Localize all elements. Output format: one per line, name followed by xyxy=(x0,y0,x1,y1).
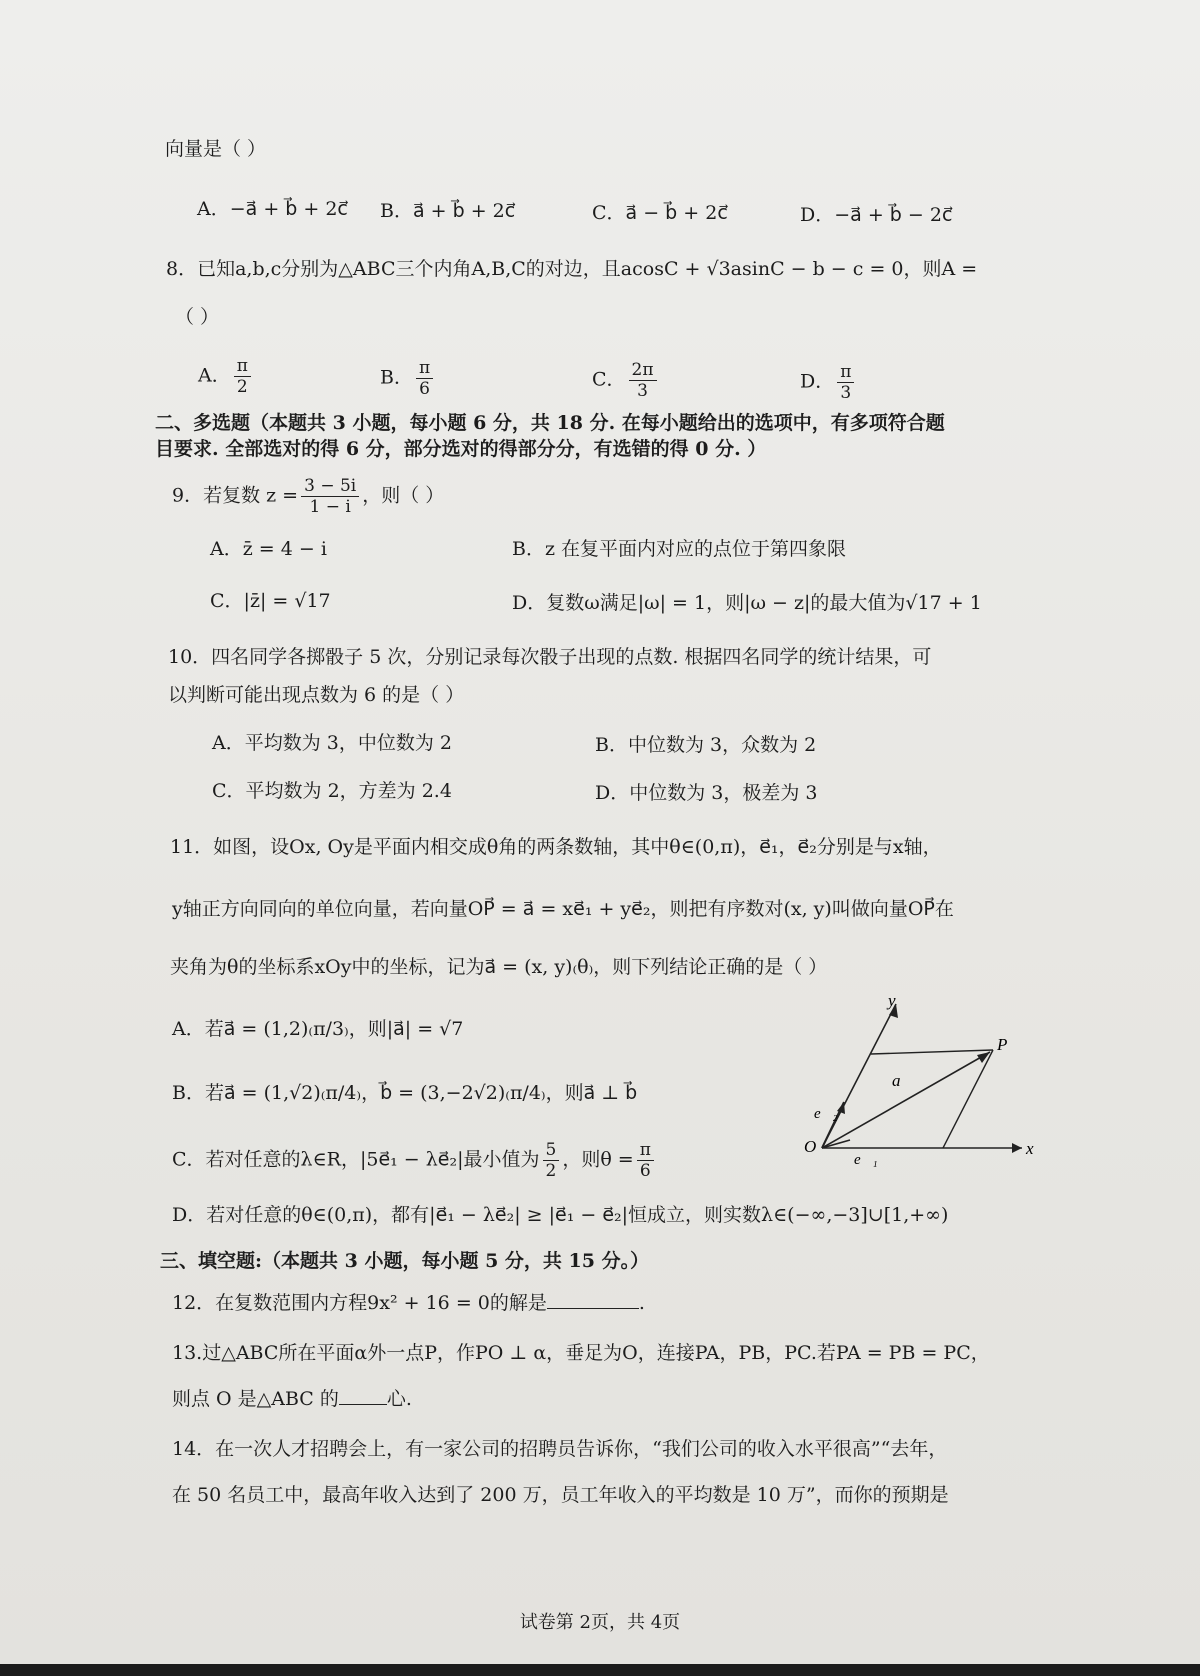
q9-option-b: B．z 在复平面内对应的点位于第四象限 xyxy=(512,538,847,560)
q12-answer-blank[interactable] xyxy=(547,1288,639,1309)
q10-option-c: C．平均数为 2，方差为 2.4 xyxy=(212,780,452,802)
q7-option-b: B．a⃗ + b⃗ + 2c⃗ xyxy=(380,200,516,222)
parallelogram-top xyxy=(871,1050,993,1054)
q8-stem: 8．已知a,b,c分别为△ABC三个内角A,B,C的对边，且acosC + √3asinC − b − c = 0，则A = xyxy=(166,258,978,280)
q10-stem-line2: 以判断可能出现点数为 6 的是（ ） xyxy=(168,684,465,706)
q8-option-b: B． $\frac{\pi}{6}$ xyxy=(380,358,436,399)
q8-option-c: C． $\frac{2\pi}{3}$ xyxy=(592,360,660,401)
q10-option-a: A．平均数为 3，中位数为 2 xyxy=(212,732,452,754)
q10-option-d: D．中位数为 3，极差为 3 xyxy=(595,782,818,804)
q11-option-c: C．若对任意的λ∈R，|5e⃗₁ − λe⃗₂|最小值为 $\frac{5}{2}$ ，则θ = $\frac{\pi}{6}$ xyxy=(172,1140,657,1181)
q13-stem-line2: 则点 O 是△ABC 的 心. xyxy=(172,1384,412,1412)
figure-label-origin: O xyxy=(804,1137,817,1156)
figure-label-y: y xyxy=(888,994,896,1010)
q13-answer-blank[interactable] xyxy=(339,1384,387,1405)
q11-stem-line3: 夹角为θ的坐标系xOy中的坐标，记为a⃗ = (x, y)₍θ₎，则下列结论正确的是（ ） xyxy=(170,956,828,978)
section3-heading: 三、填空题:（本题共 3 小题，每小题 5 分，共 15 分。） xyxy=(160,1250,650,1272)
q11-stem-line2: y轴正方向同向的单位向量，若向量OP⃗ = a⃗ = xe⃗₁ + ye⃗₂，则把有序数对(x, y)叫做向量OP⃗在 xyxy=(172,898,954,920)
q7-option-c: C．a⃗ − b⃗ + 2c⃗ xyxy=(592,202,728,224)
q11-option-a: A．若a⃗ = (1,2)₍π/3₎，则|a⃗| = √7 xyxy=(172,1018,464,1040)
q8-option-a: A． $\frac{\pi}{2}$ xyxy=(198,356,254,397)
x-axis-arrow xyxy=(1012,1143,1022,1153)
q11-stem-line1: 11．如图，设Ox, Oy是平面内相交成θ角的两条数轴，其中θ∈(0,π)，e⃗₁，e⃗₂分别是与x轴， xyxy=(170,836,942,858)
figure-label-p: P xyxy=(997,1035,1008,1054)
q11-option-d: D．若对任意的θ∈(0,π)，都有|e⃗₁ − λe⃗₂| ≥ |e⃗₁ − e⃗₂|恒成立，则实数λ∈(−∞,−3]∪[1,+∞) xyxy=(172,1204,949,1226)
q8-option-d: D． $\frac{\pi}{3}$ xyxy=(800,362,857,403)
q9-option-a: A．z̄ = 4 − i xyxy=(210,538,327,560)
q11-option-b: B．若a⃗ = (1,√2)₍π/4₎，b⃗ = (3,−2√2)₍π/4₎，则a⃗ ⊥ b⃗ xyxy=(172,1082,638,1104)
q9-option-c: C．|z̄| = √17 xyxy=(210,590,331,612)
oblique-coordinate-figure xyxy=(800,994,1040,1172)
q14-stem-line1: 14．在一次人才招聘会上，有一家公司的招聘员告诉你，“我们公司的收入水平很高”“去年， xyxy=(172,1438,948,1460)
q10-option-b: B．中位数为 3，众数为 2 xyxy=(595,734,817,756)
section2-heading-line1: 二、多选题（本题共 3 小题，每小题 6 分，共 18 分. 在每小题给出的选项中，有多项符合题 xyxy=(155,412,945,434)
q9-stem: 9．若复数 z = $\frac{3 - 5i}{1 - i}$ ，则（ ） xyxy=(172,476,445,517)
figure-label-x: x xyxy=(1026,1139,1034,1158)
q14-stem-line2: 在 50 名员工中，最高年收入达到了 200 万，员工年收入的平均数是 10 万”，而你的预期是 xyxy=(172,1484,949,1506)
section2-heading-line2: 目要求. 全部选对的得 6 分，部分选对的得部分分，有选错的得 0 分. ） xyxy=(155,438,767,460)
figure-label-e1: e⃗₁ xyxy=(854,1152,878,1168)
q8-paren: （ ） xyxy=(175,306,220,328)
figure-label-a: a⃗ xyxy=(892,1071,914,1090)
q9-option-d: D．复数ω满足|ω| = 1，则|ω − z|的最大值为√17 + 1 xyxy=(512,592,982,614)
q7-option-d: D．−a⃗ + b⃗ − 2c⃗ xyxy=(800,204,953,226)
figure-label-e2: e⃗₂ xyxy=(814,1106,838,1122)
scan-edge-strip xyxy=(0,1664,1200,1676)
q13-stem-line1: 13.过△ABC所在平面α外一点P，作PO ⊥ α，垂足为O，连接PA，PB，PC.若PA = PB = PC， xyxy=(172,1342,990,1364)
q12-stem: 12．在复数范围内方程9x² + 16 = 0的解是 . xyxy=(172,1288,645,1316)
q7-option-a: A．−a⃗ + b⃗ + 2c⃗ xyxy=(197,198,348,220)
q7-stem-tail: 向量是（ ） xyxy=(165,138,267,160)
page-footer: 试卷第 2页，共 4页 xyxy=(519,1612,681,1633)
vector-a-arrow xyxy=(977,1052,990,1063)
q10-stem-line1: 10．四名同学各掷骰子 5 次，分别记录每次骰子出现的点数. 根据四名同学的统计结果，可 xyxy=(168,646,932,668)
